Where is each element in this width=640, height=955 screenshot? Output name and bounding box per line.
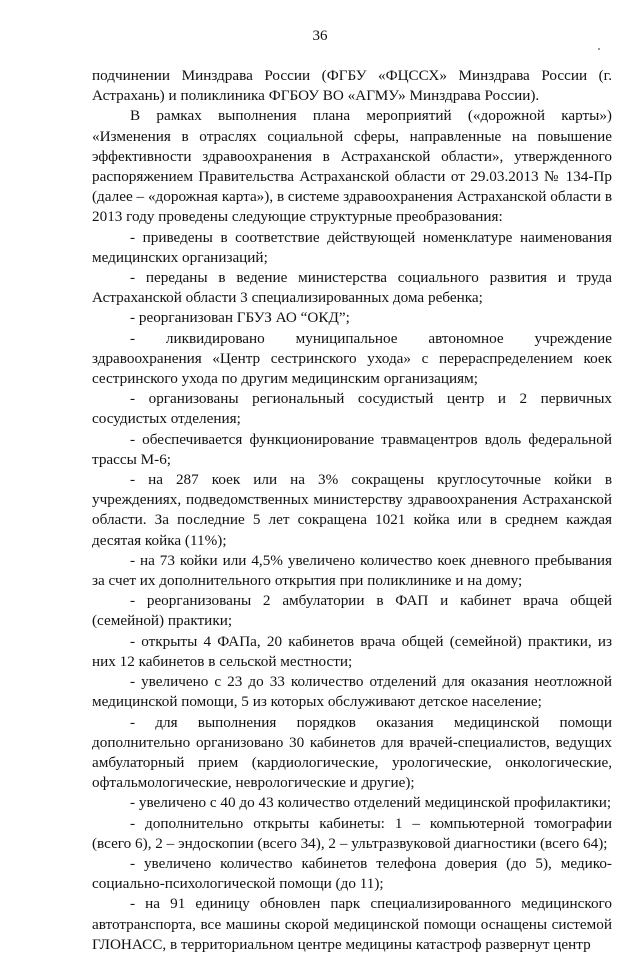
list-item: - дополнительно открыты кабинеты: 1 – компьютерной томографии (всего 6), 2 – эндоскопии (всего 34), 2 – ультразвуковой диагностики (всего 64);: [92, 814, 612, 852]
paragraph-intro: В рамках выполнения плана мероприятий («дорожной карты») «Изменения в отраслях социальной сферы, направленные на повышение эффективности здравоохранения в Астраханской области», утвержденного распоряжением Правительства Астраханской области от 29.03.2013 № 134-Пр (далее – «дорожная карта»), в системе здравоохранения Астраханской области в 2013 году проведены следующие структурные преобразования:: [92, 107, 612, 226]
list-item: - переданы в ведение министерства социального развития и труда Астраханской области 3 специализированных дома ребенка;: [92, 269, 612, 307]
list-item: - увеличено с 40 до 43 количество отделений медицинской профилактики;: [130, 794, 612, 812]
list-item: - организованы региональный сосудистый центр и 2 первичных сосудистых отделения;: [92, 390, 612, 428]
list-item: - на 91 единицу обновлен парк специализированного медицинского автотранспорта, все машины скорой медицинской помощи оснащены системой ГЛОНАСС, в территориальном центре медицины катастроф развернут центр: [92, 895, 612, 953]
list-item: - обеспечивается функционирование травмацентров вдоль федеральной трассы М-6;: [92, 430, 612, 468]
scan-speck: [598, 48, 600, 50]
list-item: - на 287 коек или на 3% сокращены круглосуточные койки в учреждениях, подведомственных министерству здравоохранения Астраханской области. За последние 5 лет сокращена 1021 койка или в среднем каждая десятая койка (11%);: [92, 471, 612, 549]
list-item: - увеличено с 23 до 33 количество отделений для оказания неотложной медицинской помощи, 5 из которых обслуживают детское население;: [92, 673, 612, 711]
list-item: - увеличено количество кабинетов телефона доверия (до 5), медико-социально-психологической помощи (до 11);: [92, 854, 612, 893]
list-item: - для выполнения порядков оказания медицинской помощи дополнительно организовано 30 кабинетов для врачей-специалистов, ведущих амбулаторный прием (кардиологические, урологические, онкологические, офтальмологические, неврологические и другие);: [92, 713, 612, 792]
paragraph-continuation: подчинении Минздрава России (ФГБУ «ФЦССХ» Минздрава России (г. Астрахань) и поликлиника ФГБОУ ВО «АГМУ» Минздрава России).: [92, 67, 612, 105]
page-number: 36: [312, 28, 328, 44]
list-item: - реорганизован ГБУЗ АО “ОКД”;: [130, 309, 350, 327]
list-item: - приведены в соответствие действующей номенклатуре наименования медицинских организаций;: [92, 228, 612, 266]
list-item: - открыты 4 ФАПа, 20 кабинетов врача общей (семейной) практики, из них 12 кабинетов в сельской местности;: [92, 632, 612, 670]
list-item: - ликвидировано муниципальное автономное учреждение здравоохранения «Центр сестринского ухода» с перераспределением коек сестринского ухода по другим медицинским организациям;: [92, 329, 612, 388]
list-item: - реорганизованы 2 амбулатории в ФАП и кабинет врача общей (семейной) практики;: [92, 592, 612, 630]
list-item: - на 73 койки или 4,5% увеличено количество коек дневного пребывания за счет их дополнительного открытия при поликлинике и на дому;: [92, 551, 612, 590]
document-body: [92, 66, 612, 955]
